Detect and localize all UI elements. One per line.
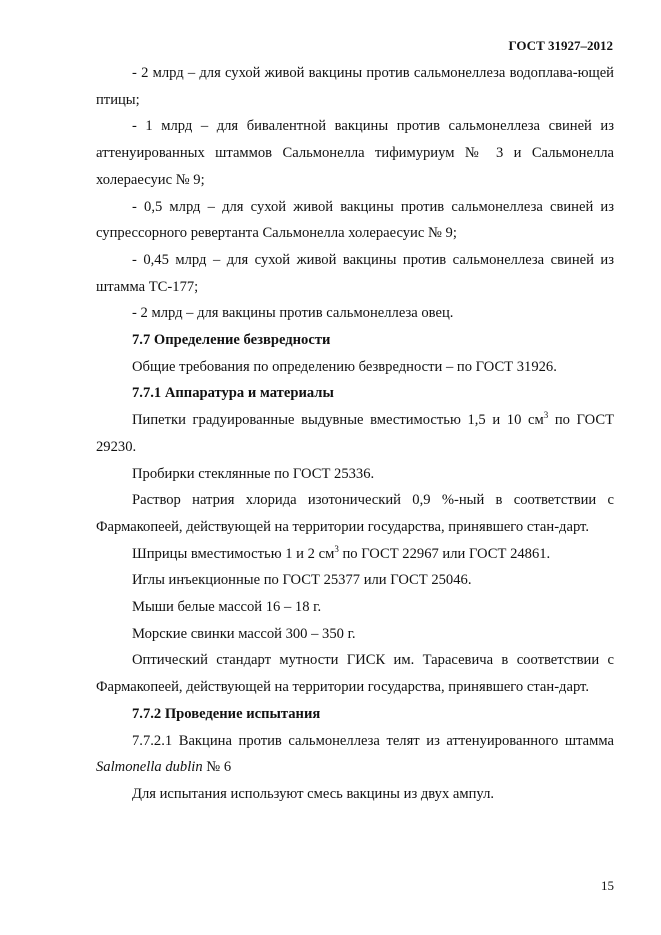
strain-name-italic: Salmonella dublin — [96, 759, 203, 776]
superscript-3: 3 — [334, 543, 339, 554]
paragraph-16: Для испытания используют смесь вакцины из двух ампул. — [132, 785, 495, 802]
paragraph-8: Пробирки стеклянные по ГОСТ 25336. — [132, 465, 375, 482]
standard-header: ГОСТ 31927–2012 — [508, 38, 613, 53]
section-heading-7-7: 7.7 Определение безвредности — [132, 332, 331, 349]
paragraph-10 — [96, 541, 614, 568]
paragraph-3: - 0,5 млрд – для сухой живой вакцины против сальмонеллеза свиней из супрессорного ревертанта Сальмонелла холераесуис № 9; — [96, 198, 614, 242]
paragraph-4: - 0,45 млрд – для сухой живой вакцины против сальмонеллеза свиней из штамма ТС-177; — [96, 251, 614, 295]
paragraph-15-text-end: № 6 — [202, 759, 232, 776]
paragraph-15-text: 7.7.2.1 Вакцина против сальмонеллеза телят из аттенуированного штамма — [132, 732, 614, 749]
paragraph-9: Раствор натрия хлорида изотонический 0,9 %-ный в соответствии с Фармакопеей, действующей на территории государства, принявшего стан-дарт. — [96, 492, 614, 535]
paragraph-6: Общие требования по определению безвредности – по ГОСТ 31926. — [132, 358, 557, 375]
paragraph-7-text: Пипетки градуированные выдувные вместимостью 1,5 и 10 см — [132, 412, 544, 429]
paragraph-10-text-end: по ГОСТ 22967 или ГОСТ 24861. — [338, 545, 551, 562]
section-heading-7-7-2: 7.7.2 Проведение испытания — [132, 705, 321, 722]
paragraph-7-text-end: по ГОСТ 29230. — [96, 412, 614, 455]
paragraph-10-text: Шприцы вместимостью 1 и 2 см — [132, 545, 335, 562]
paragraph-7 — [96, 407, 614, 460]
paragraph-11: Иглы инъекционные по ГОСТ 25377 или ГОСТ 25046. — [132, 572, 472, 589]
document-body — [96, 60, 614, 808]
paragraph-2: - 1 млрд – для бивалентной вакцины против сальмонеллеза свиней из аттенуированных штаммов Сальмонелла тифимуриум № 3 и Сальмонелла холераесуис № 9; — [96, 118, 614, 188]
section-heading-7-7-1: 7.7.1 Аппаратура и материалы — [132, 385, 334, 402]
paragraph-14: Оптический стандарт мутности ГИСК им. Тарасевича в соответствии с Фармакопеей, действующей на территории государства, принявшего стан-дарт. — [96, 652, 614, 696]
paragraph-13: Морские свинки массой 300 – 350 г. — [132, 625, 356, 642]
paragraph-5: - 2 млрд – для вакцины против сальмонеллеза овец. — [132, 305, 454, 322]
paragraph-15 — [96, 728, 614, 781]
page-number: 15 — [601, 878, 614, 893]
paragraph-12: Мыши белые массой 16 – 18 г. — [132, 599, 322, 616]
paragraph-1: - 2 млрд – для сухой живой вакцины против сальмонеллеза водоплава-ющей птицы; — [96, 65, 614, 108]
superscript-3: 3 — [543, 410, 549, 421]
